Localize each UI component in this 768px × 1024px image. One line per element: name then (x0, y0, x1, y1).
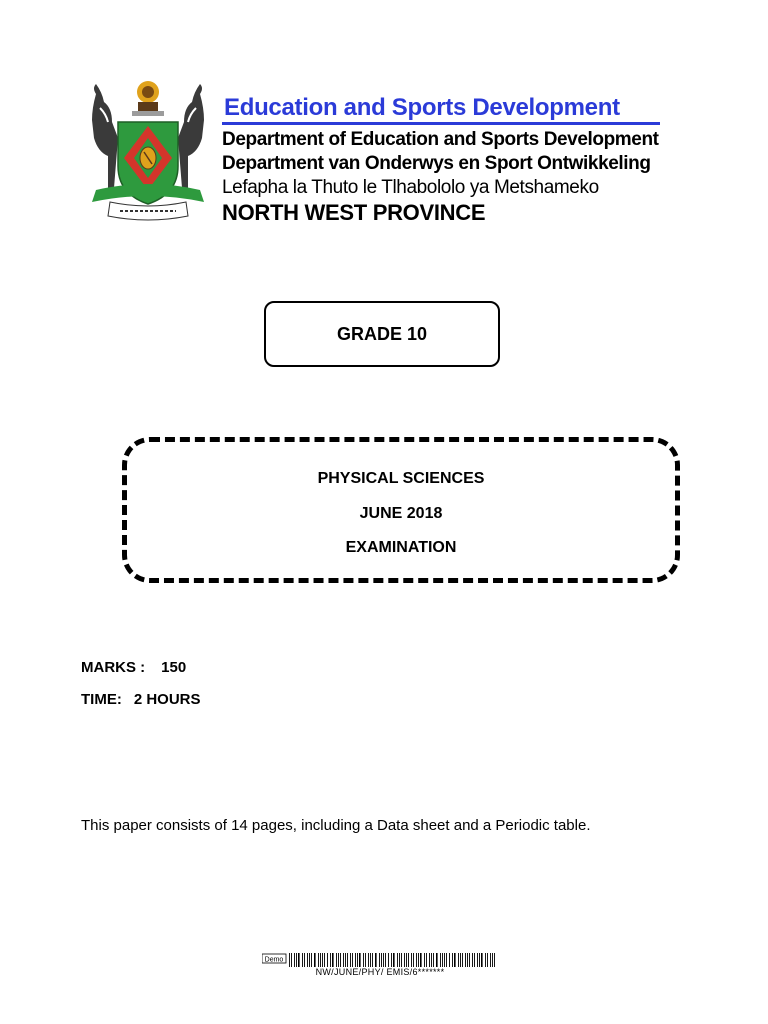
barcode-bar (320, 953, 321, 967)
barcode-text: NW/JUNE/PHY/ EMIS/6******* (315, 967, 445, 977)
barcode-bar (302, 953, 303, 967)
exam-type: EXAMINATION (345, 539, 457, 556)
time-value: 2 HOURS (133, 691, 201, 708)
barcode-bar (399, 953, 400, 967)
barcode-bar (345, 953, 346, 967)
barcode-bar (368, 953, 369, 967)
barcode-bar (336, 953, 337, 967)
barcode-bar (413, 953, 414, 967)
barcode-bar (469, 953, 470, 967)
barcode-bar (330, 953, 331, 967)
barcode-bar (327, 953, 328, 967)
barcode-bar (467, 953, 468, 967)
province-name: NORTH WEST PROVINCE (222, 200, 486, 225)
time-row (81, 691, 201, 708)
coat-of-arms-icon (82, 78, 214, 224)
department-setswana: Lefapha la Thuto le Tlhabololo ya Metshameko (222, 177, 599, 198)
barcode-bar (379, 953, 380, 967)
barcode-bar (485, 953, 486, 967)
barcode-bar (383, 953, 384, 967)
barcode-bar (322, 953, 323, 967)
barcode-bar (452, 953, 453, 967)
barcode-bar (332, 953, 334, 967)
barcode-bar (370, 953, 371, 967)
barcode-bar (375, 953, 377, 967)
title-underline (222, 122, 660, 125)
barcode-bar (307, 953, 308, 967)
barcode-bar (304, 953, 305, 967)
page-count-note: This paper consists of 14 pages, including a Data sheet and a Periodic table. (81, 817, 591, 834)
department-english: Department of Education and Sports Development (222, 129, 659, 150)
barcode-bar (440, 953, 441, 967)
main-title: Education and Sports Development (224, 94, 620, 121)
time-label: TIME: (81, 691, 122, 708)
marks-value: 150 (161, 659, 187, 676)
barcode-bar (472, 953, 473, 967)
barcode-bar (388, 953, 389, 967)
barcode-bar (444, 953, 445, 967)
barcode-bar (449, 953, 450, 967)
barcode-bar (404, 953, 405, 967)
right-supporter (178, 84, 204, 190)
barcode-bar (363, 953, 364, 967)
barcode-bar (426, 953, 427, 967)
barcode-bar (298, 953, 300, 967)
barcode-bar (311, 953, 312, 967)
barcode-bar (343, 953, 344, 967)
barcode-bar (347, 953, 348, 967)
marks-label: MARKS : (81, 659, 146, 676)
barcode-bar (393, 953, 395, 967)
barcode-bar (418, 953, 419, 967)
barcode-bar (365, 953, 366, 967)
barcode-bar (490, 953, 491, 967)
barcode-bar (355, 953, 356, 967)
barcode-bar (494, 953, 495, 967)
barcode-bar (465, 953, 466, 967)
barcode-bar (357, 953, 358, 967)
grade-label: GRADE 10 (336, 323, 428, 344)
sun-crest (132, 81, 164, 116)
barcode-bar (359, 953, 361, 967)
barcode-bar (454, 953, 456, 967)
barcode-bar (391, 953, 392, 967)
barcode-bar (458, 953, 459, 967)
barcode-bar (446, 953, 447, 967)
barcode-bar (397, 953, 398, 967)
department-afrikaans: Department van Onderwys en Sport Ontwikkeling (222, 153, 651, 174)
barcode-bar (474, 953, 475, 967)
barcode-bar (291, 953, 292, 967)
barcode-bar (385, 953, 386, 967)
barcode-bar (372, 953, 373, 967)
barcode-bar (416, 953, 417, 967)
barcode-bar (420, 953, 422, 967)
barcode-bar (411, 953, 412, 967)
barcode-bar (433, 953, 434, 967)
barcode-bar (340, 953, 341, 967)
barcode-bar (462, 953, 463, 967)
barcode-bar (479, 953, 480, 967)
barcode-bar (401, 953, 402, 967)
barcode-bar (324, 953, 325, 967)
barcode-bar (442, 953, 443, 967)
barcode-bar (429, 953, 430, 967)
barcode-bar (296, 953, 297, 967)
exam-subject: PHYSICAL SCIENCES (317, 470, 485, 487)
left-supporter (92, 84, 118, 190)
barcode-bar (481, 953, 483, 967)
barcode-bar (381, 953, 382, 967)
exam-session: JUNE 2018 (359, 505, 443, 522)
grade-box (264, 301, 500, 367)
barcode-bar (487, 953, 488, 967)
barcode-tag-label: Demo (264, 956, 284, 964)
barcode-bar (338, 953, 339, 967)
barcode-bar (477, 953, 478, 967)
barcode-bar (352, 953, 353, 967)
barcode-bar (294, 953, 295, 967)
barcode-bar (460, 953, 461, 967)
barcode-bar (314, 953, 316, 967)
barcode-bar (408, 953, 409, 967)
barcode-bar (289, 953, 290, 967)
barcode-bar (406, 953, 407, 967)
marks-row (81, 659, 186, 676)
barcode-bar (424, 953, 425, 967)
barcode-bar (350, 953, 351, 967)
barcode-bar (309, 953, 310, 967)
barcode-bar (492, 953, 493, 967)
barcode-bar (436, 953, 438, 967)
barcode-bar (318, 953, 319, 967)
barcode-bar (431, 953, 432, 967)
